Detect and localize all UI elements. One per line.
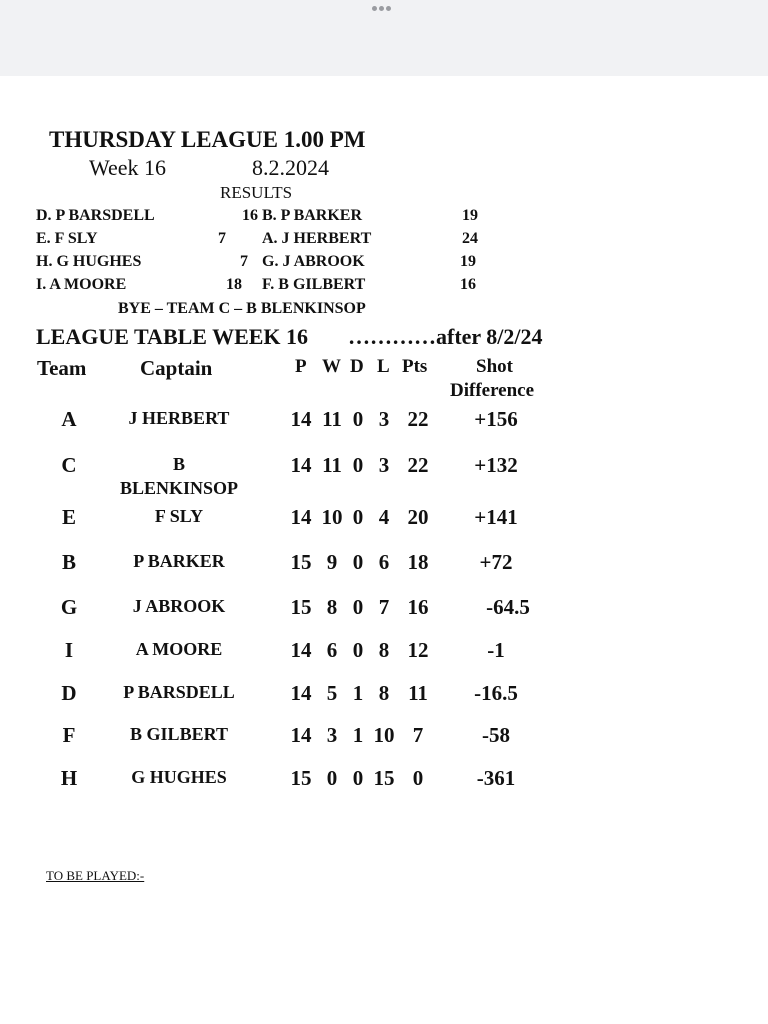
row-drawn: 0 [352, 595, 364, 619]
row-drawn: 0 [352, 407, 364, 431]
row-team: E [61, 505, 76, 529]
col-difference: Difference [450, 380, 535, 401]
row-captain: P BARSDELL [123, 682, 235, 702]
row-captain: B BLENKINSOP [119, 454, 239, 498]
row-lost: 7 [378, 595, 390, 619]
to-be-played-note: TO BE PLAYED:- [46, 868, 145, 883]
row-shot-difference: -1 [487, 638, 505, 662]
row-won: 9 [326, 550, 338, 574]
row-drawn: 0 [352, 638, 364, 662]
row-won: 8 [326, 595, 338, 619]
row-drawn: 0 [352, 550, 364, 574]
result-home-team: D. P BARSDELL [36, 207, 155, 224]
row-team: H [60, 766, 78, 790]
result-away-score: 24 [462, 230, 478, 247]
row-shot-difference: +72 [479, 550, 513, 574]
row-lost: 10 [373, 723, 395, 747]
row-team: G [60, 595, 78, 619]
col-lost: L [377, 356, 390, 377]
row-points: 7 [412, 723, 424, 747]
result-home-team: I. A MOORE [36, 276, 127, 293]
result-home-score: 18 [226, 276, 242, 293]
row-captain: P BARKER [133, 551, 225, 571]
row-captain: F SLY [154, 506, 204, 526]
top-toolbar [0, 0, 768, 76]
row-won: 3 [326, 723, 338, 747]
col-played: P [295, 356, 307, 377]
row-points: 12 [407, 638, 429, 662]
row-captain: G HUGHES [131, 767, 227, 787]
row-played: 14 [290, 453, 312, 477]
row-captain: B GILBERT [130, 724, 228, 744]
row-team: F [62, 723, 76, 747]
row-drawn: 0 [352, 766, 364, 790]
col-team: Team [37, 356, 87, 380]
row-played: 14 [290, 505, 312, 529]
result-home-score: 16 [242, 207, 258, 224]
row-team: A [61, 407, 77, 431]
row-points: 18 [407, 550, 429, 574]
week-label: Week 16 [89, 155, 167, 180]
result-away-score: 19 [460, 253, 476, 270]
row-played: 15 [290, 595, 312, 619]
result-home-team: E. F SLY [36, 230, 98, 247]
row-lost: 3 [378, 407, 390, 431]
row-captain: J ABROOK [132, 596, 226, 616]
bye-note: BYE – TEAM C – B BLENKINSOP [118, 300, 366, 317]
row-points: 0 [412, 766, 424, 790]
league-table-title: LEAGUE TABLE WEEK 16 [36, 324, 309, 349]
row-shot-difference: -58 [482, 723, 510, 747]
row-captain: J HERBERT [128, 408, 230, 428]
row-captain: A MOORE [135, 639, 223, 659]
result-away-team: G. J ABROOK [262, 253, 365, 270]
result-away-team: F. B GILBERT [262, 276, 366, 293]
row-points: 11 [408, 681, 428, 705]
row-played: 14 [290, 681, 312, 705]
row-shot-difference: -361 [476, 766, 516, 790]
row-points: 20 [407, 505, 429, 529]
row-won: 6 [326, 638, 338, 662]
col-drawn: D [350, 356, 364, 377]
row-drawn: 1 [352, 723, 364, 747]
row-team: I [64, 638, 74, 662]
row-won: 10 [321, 505, 343, 529]
row-lost: 3 [378, 453, 390, 477]
row-played: 14 [290, 638, 312, 662]
row-team: B [61, 550, 76, 574]
row-points: 16 [407, 595, 429, 619]
row-drawn: 0 [352, 453, 364, 477]
row-shot-difference: +156 [474, 407, 518, 431]
row-lost: 15 [373, 766, 395, 790]
row-played: 14 [290, 723, 312, 747]
row-drawn: 1 [352, 681, 364, 705]
row-won: 11 [322, 407, 342, 431]
row-lost: 8 [378, 681, 390, 705]
row-won: 5 [326, 681, 338, 705]
row-lost: 8 [378, 638, 390, 662]
row-points: 22 [407, 453, 429, 477]
col-points: Pts [402, 356, 428, 377]
row-played: 14 [290, 407, 312, 431]
row-played: 15 [290, 550, 312, 574]
col-captain: Captain [140, 356, 213, 380]
result-home-score: 7 [218, 230, 226, 247]
row-won: 11 [322, 453, 342, 477]
row-team: C [61, 453, 77, 477]
row-lost: 4 [378, 505, 390, 529]
league-table-after: …………after 8/2/24 [348, 324, 543, 349]
row-drawn: 0 [352, 505, 364, 529]
col-won: W [322, 356, 341, 377]
more-options-icon[interactable] [372, 6, 391, 11]
col-shot: Shot [476, 356, 513, 377]
row-shot-difference: -16.5 [474, 681, 518, 705]
result-home-score: 7 [240, 253, 248, 270]
row-lost: 6 [378, 550, 390, 574]
result-home-team: H. G HUGHES [36, 253, 142, 270]
week-date: 8.2.2024 [252, 155, 329, 180]
result-away-score: 16 [460, 276, 476, 293]
row-won: 0 [326, 766, 338, 790]
row-shot-difference: +141 [474, 505, 518, 529]
row-shot-difference: +132 [474, 453, 518, 477]
row-played: 15 [290, 766, 312, 790]
result-away-team: A. J HERBERT [262, 230, 372, 247]
row-points: 22 [407, 407, 429, 431]
document-title: THURSDAY LEAGUE 1.00 PM [49, 127, 366, 152]
result-away-team: B. P BARKER [262, 207, 363, 224]
results-heading: RESULTS [220, 183, 293, 202]
row-shot-difference: -64.5 [486, 595, 530, 619]
result-away-score: 19 [462, 207, 478, 224]
row-team: D [61, 681, 77, 705]
